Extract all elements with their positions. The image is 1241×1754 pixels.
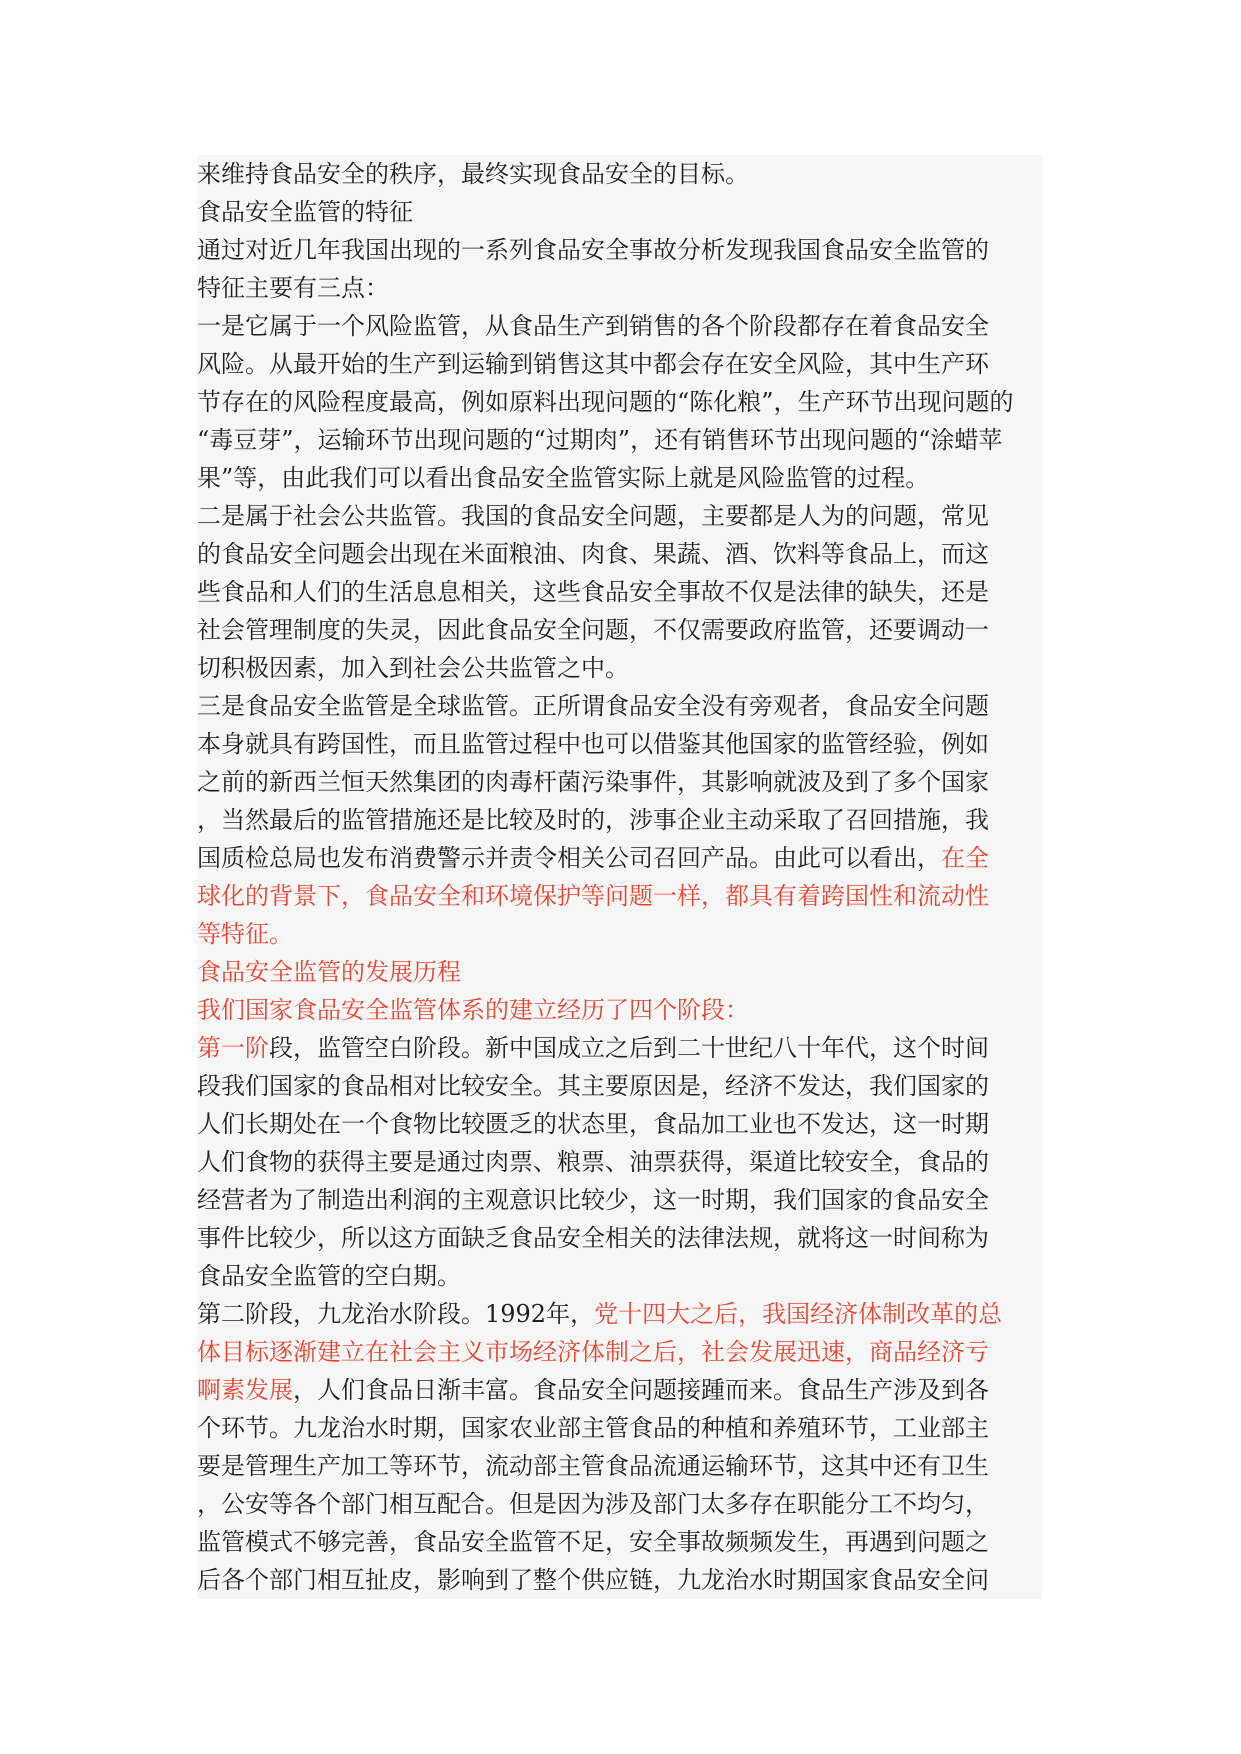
text-segment: 三是食品安全监管是全球监管。正所谓食品安全没有旁观者，食品安全问题 (197, 692, 989, 720)
text-segment: 监管模式不够完善，食品安全监管不足，安全事故频频发生，再遇到问题之 (197, 1528, 989, 1556)
text-segment: 之前的新西兰恒天然集团的肉毒杆菌污染事件，其影响就波及到了多个国家 (197, 768, 989, 796)
text-line (197, 953, 1042, 991)
text-line (197, 1257, 1042, 1295)
text-line (197, 231, 1042, 269)
text-line (197, 801, 1042, 839)
text-line (197, 345, 1042, 383)
highlighted-text-segment: 球化的背景下，食品安全和环境保护等问题一样，都具有着跨国性和流动性 (197, 882, 989, 910)
highlighted-text-segment: 第一阶 (197, 1034, 269, 1062)
text-line (197, 1485, 1042, 1523)
text-line (197, 497, 1042, 535)
text-line (197, 1295, 1042, 1333)
text-segment: 段我们国家的食品相对比较安全。其主要原因是，经济不发达，我们国家的 (197, 1072, 989, 1100)
text-segment: 经营者为了制造出利润的主观意识比较少，这一时期，我们国家的食品安全 (197, 1186, 989, 1214)
text-line (197, 573, 1042, 611)
text-line (197, 1105, 1042, 1143)
text-segment: 食品安全监管的空白期。 (197, 1262, 461, 1290)
text-line (197, 763, 1042, 801)
text-line (197, 839, 1042, 877)
text-segment: 人们长期处在一个食物比较匮乏的状态里，食品加工业也不发达，这一时期 (197, 1110, 989, 1138)
text-segment: ，人们食品日渐丰富。食品安全问题接踵而来。食品生产涉及到各 (293, 1376, 989, 1404)
text-line (197, 687, 1042, 725)
text-segment: 食品安全监管的特征 (197, 198, 413, 226)
text-segment: 本身就具有跨国性，而且监管过程中也可以借鉴其他国家的监管经验，例如 (197, 730, 989, 758)
text-line (197, 1333, 1042, 1371)
text-line (197, 1409, 1042, 1447)
text-line (197, 725, 1042, 763)
highlighted-text-segment: 在全 (941, 844, 989, 872)
text-segment: 些食品和人们的生活息息相关，这些食品安全事故不仅是法律的缺失，还是 (197, 578, 989, 606)
highlighted-text-segment: 食品安全监管的发展历程 (197, 958, 461, 986)
highlighted-text-segment: 等特征。 (197, 920, 293, 948)
document-body (197, 155, 1042, 1599)
text-segment: 要是管理生产加工等环节，流动部主管食品流通运输环节，这其中还有卫生 (197, 1452, 989, 1480)
text-line (197, 991, 1042, 1029)
highlighted-text-segment: 党十四大之后，我国经济体制改革的总 (594, 1300, 1003, 1328)
text-segment: 特征主要有三点： (197, 274, 389, 302)
text-line (197, 269, 1042, 307)
text-line (197, 1447, 1042, 1485)
text-segment: 个环节。九龙治水时期，国家农业部主管食品的种植和养殖环节，工业部主 (197, 1414, 989, 1442)
text-line (197, 1219, 1042, 1257)
text-segment: 通过对近几年我国出现的一系列食品安全事故分析发现我国食品安全监管的 (197, 236, 989, 264)
text-line (197, 649, 1042, 687)
text-line (197, 383, 1042, 421)
text-line (197, 535, 1042, 573)
text-line (197, 877, 1042, 915)
text-line (197, 915, 1042, 953)
text-line (197, 1181, 1042, 1219)
text-segment: 国质检总局也发布消费警示并责令相关公司召回产品。由此可以看出， (197, 844, 941, 872)
text-segment: 二是属于社会公共监管。我国的食品安全问题，主要都是人为的问题，常见 (197, 502, 989, 530)
text-line (197, 1371, 1042, 1409)
text-segment: 事件比较少，所以这方面缺乏食品安全相关的法律法规，就将这一时间称为 (197, 1224, 989, 1252)
text-line (197, 1067, 1042, 1105)
highlighted-text-segment: 啊素发展 (197, 1376, 293, 1404)
text-segment: 切积极因素，加入到社会公共监管之中。 (197, 654, 629, 682)
text-segment: 第二阶段，九龙治水阶段。1992年， (197, 1300, 595, 1328)
text-line (197, 155, 1042, 193)
text-segment: 的食品安全问题会出现在米面粮油、肉食、果蔬、酒、饮料等食品上，而这 (197, 540, 989, 568)
highlighted-text-segment: 体目标逐渐建立在社会主义市场经济体制之后，社会发展迅速，商品经济亏 (197, 1338, 989, 1366)
highlighted-text-segment: 我们国家食品安全监管体系的建立经历了四个阶段： (197, 996, 749, 1024)
text-segment: ，公安等各个部门相互配合。但是因为涉及部门太多存在职能分工不均匀， (197, 1490, 989, 1518)
text-segment: “毒豆芽”，运输环节出现问题的“过期肉”，还有销售环节出现问题的“涂蜡苹 (197, 426, 1003, 454)
text-segment: 社会管理制度的失灵，因此食品安全问题，不仅需要政府监管，还要调动一 (197, 616, 989, 644)
text-segment: 人们食物的获得主要是通过肉票、粮票、油票获得，渠道比较安全，食品的 (197, 1148, 989, 1176)
text-line (197, 1029, 1042, 1067)
text-segment: 一是它属于一个风险监管，从食品生产到销售的各个阶段都存在着食品安全 (197, 312, 989, 340)
text-segment: 来维持食品安全的秩序，最终实现食品安全的目标。 (197, 160, 749, 188)
text-line (197, 421, 1042, 459)
text-line (197, 611, 1042, 649)
text-segment: 果”等，由此我们可以看出食品安全监管实际上就是风险监管的过程。 (197, 464, 930, 492)
text-line (197, 193, 1042, 231)
text-line (197, 459, 1042, 497)
text-line (197, 1523, 1042, 1561)
text-line (197, 1143, 1042, 1181)
text-line (197, 307, 1042, 345)
text-segment: 节存在的风险程度最高，例如原料出现问题的“陈化粮”，生产环节出现问题的 (197, 388, 1014, 416)
text-segment: ，当然最后的监管措施还是比较及时的，涉事企业主动采取了召回措施，我 (197, 806, 989, 834)
text-line (197, 1561, 1042, 1599)
text-segment: 后各个部门相互扯皮，影响到了整个供应链，九龙治水时期国家食品安全问 (197, 1566, 989, 1594)
text-segment: 风险。从最开始的生产到运输到销售这其中都会存在安全风险，其中生产环 (197, 350, 989, 378)
text-segment: 段，监管空白阶段。新中国成立之后到二十世纪八十年代，这个时间 (269, 1034, 989, 1062)
